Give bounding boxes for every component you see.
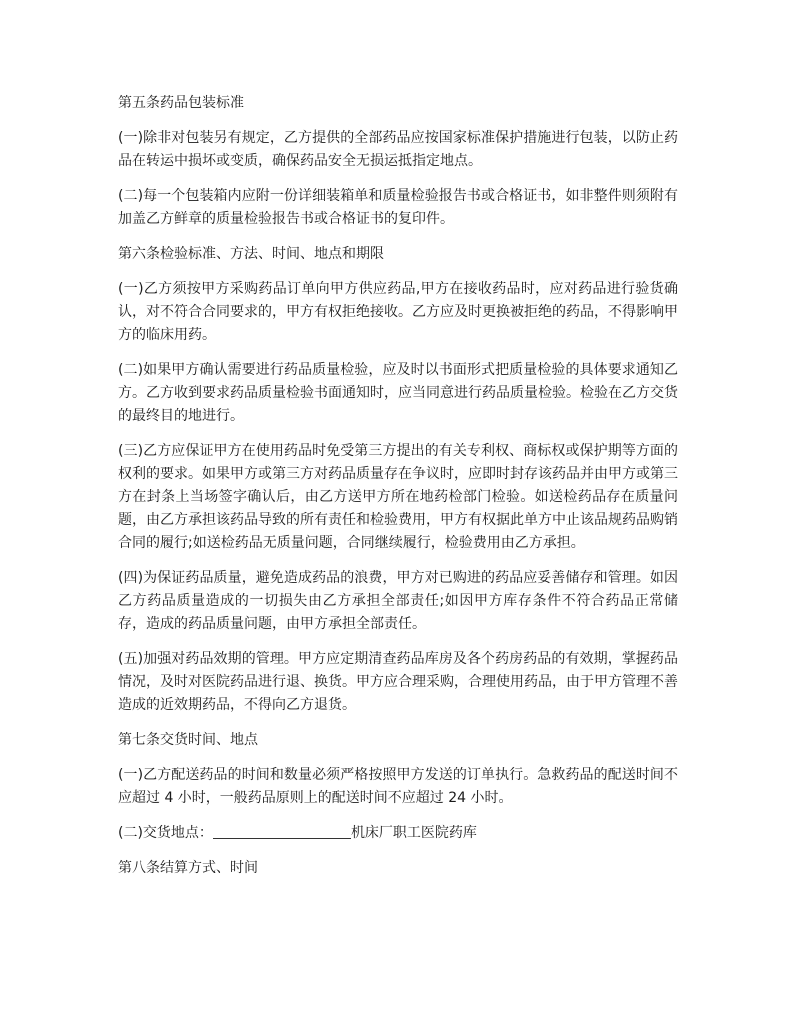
article-6-clause-3: (三)乙方应保证甲方在使用药品时免受第三方提出的有关专利权、商标权或保护期等方面的权利的要求。如果甲方或第三方对药品质量存在争议时，应即时封存该药品并由甲方或第三方在封条上当场签字确认后，由乙方送甲方所在地药检部门检验。如送检药品存在质量问题，由乙方承担该药品导致的所有责任和检验费用，甲方有权据此单方中止该品规药品购销合同的履行;如送检药品无质量问题，合同继续履行，检验费用由乙方承担。 [118, 443, 678, 551]
document-body [118, 92, 678, 892]
article-6-clause-1: (一)乙方须按甲方采购药品订单向甲方供应药品,甲方在接收药品时，应对药品进行验货确认，对不符合合同要求的，甲方有权拒绝接收。乙方应及时更换被拒绝的药品，不得影响甲方的临床用药。 [118, 281, 678, 343]
article-5-heading: 第五条药品包装标准 [118, 95, 244, 111]
article-5-clause-2: (二)每一个包装箱内应附一份详细装箱单和质量检验报告书或合格证书，如非整件则须附有加盖乙方鲜章的质量检验报告书或合格证书的复印件。 [118, 188, 678, 227]
article-6-clause-5: (五)加强对药品效期的管理。甲方应定期清查药品库房及各个药房药品的有效期，掌握药品情况，及时对医院药品进行退、换货。甲方应合理采购，合理使用药品，由于甲方管理不善造成的近效期药品，不得向乙方退货。 [118, 651, 678, 713]
article-5-clause-1: (一)除非对包装另有规定，乙方提供的全部药品应按国家标准保护措施进行包装，以防止药品在转运中损坏或变质，确保药品安全无损运抵指定地点。 [118, 130, 678, 169]
article-7-clause-2 [118, 822, 678, 845]
article-8-heading: 第八条结算方式、时间 [118, 860, 258, 876]
delivery-location-value: 机床厂职工医院药库 [350, 825, 477, 841]
article-7-heading: 第七条交货时间、地点 [118, 732, 258, 748]
article-7-clause-1: (一)乙方配送药品的时间和数量必须严格按照甲方发送的订单执行。急救药品的配送时间不应超过 4 小时，一般药品原则上的配送时间不应超过 24 小时。 [118, 767, 678, 806]
article-6-clause-4: (四)为保证药品质量，避免造成药品的浪费，甲方对已购进的药品应妥善储存和管理。如因乙方药品质量造成的一切损失由乙方承担全部责任;如因甲方库存条件不符合药品正常储存，造成的药品质量问题，由甲方承担全部责任。 [118, 570, 678, 632]
delivery-location-label: (二)交货地点： [118, 825, 213, 841]
article-6-clause-2: (二)如果甲方确认需要进行药品质量检验，应及时以书面形式把质量检验的具体要求通知乙方。乙方收到要求药品质量检验书面通知时，应当同意进行药品质量检验。检验在乙方交货的最终目的地进行。 [118, 362, 678, 424]
article-6-heading: 第六条检验标准、方法、时间、地点和期限 [118, 246, 384, 262]
delivery-location-blank [213, 824, 351, 839]
